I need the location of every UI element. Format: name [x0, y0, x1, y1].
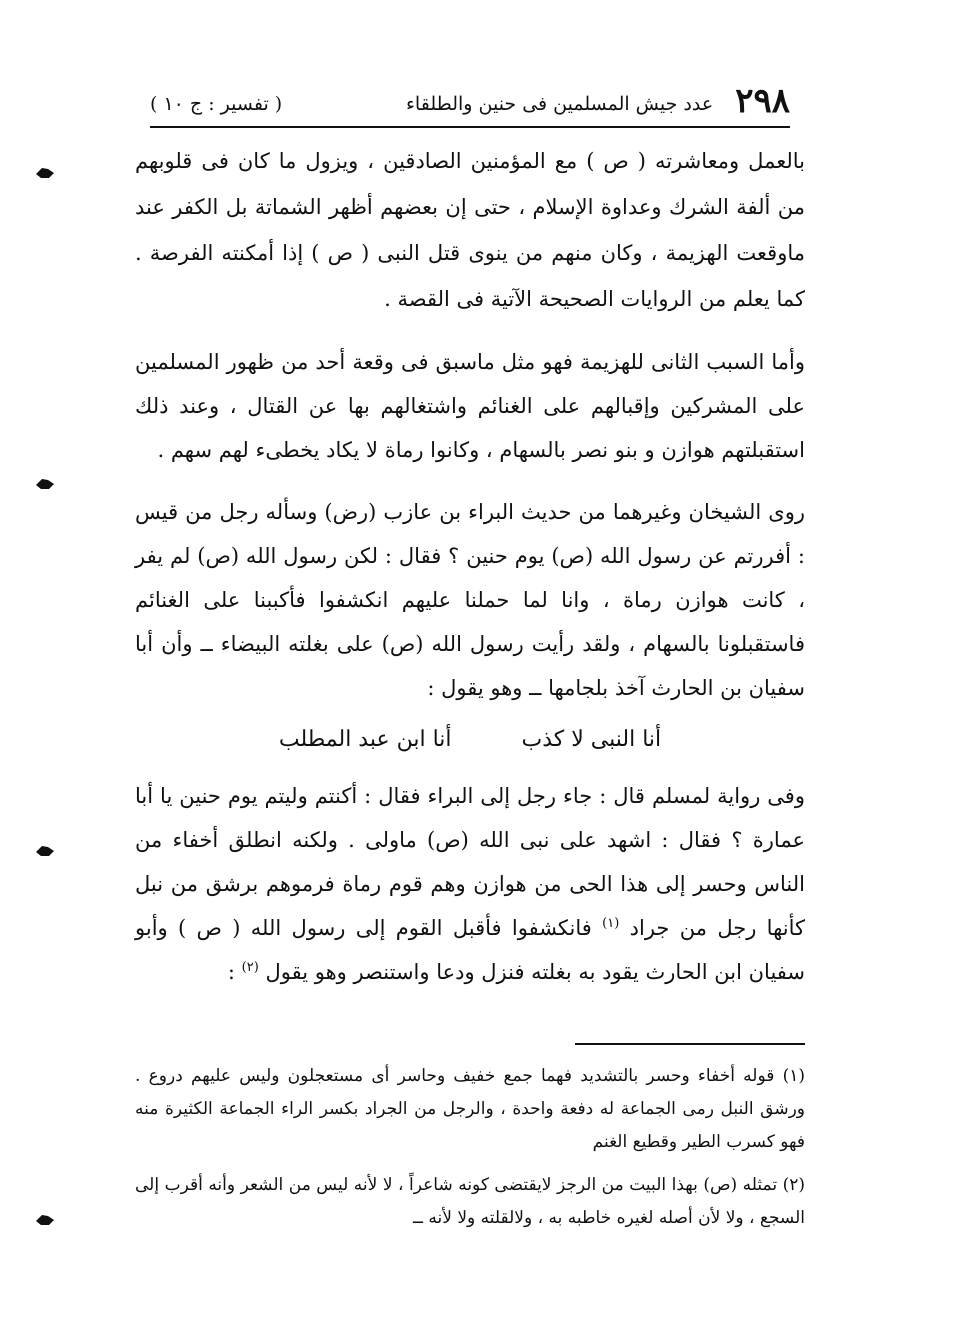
footnotes [135, 1060, 805, 1235]
footnote-ref-2: (٢) [241, 960, 259, 975]
volume-label: ( تفسير : ج ١٠ ) [150, 93, 283, 115]
paragraph-4-part-c: : [227, 960, 235, 984]
verse-hemistich-2: أنا ابن عبد المطلب [278, 727, 452, 752]
verse-line [135, 718, 805, 762]
footnote-ref-1: (١) [602, 916, 620, 931]
paragraph-4-part-a: وفى رواية لمسلم قال : جاء رجل إلى البراء فقال : أكنتم وليتم يوم حنين يا أبا عمارة ؟ فقال : اشهد على نبى الله (ص) ماولى . ولكنه انطلق أخفاء من الناس وحسر إلى هذا الحى من هوازن وهم قوم رماة فرموهم برشق من نبل كأنها رجل من جراد [135, 784, 805, 940]
running-header [150, 70, 790, 128]
paragraph-1: بالعمل ومعاشرته ( ص ) مع المؤمنين الصادقين ، ويزول ما كان فى قلوبهم من ألفة الشرك وعداوة الإسلام ، حتى إن بعضهم أظهر الشماتة بل الكفر عند ماوقعت الهزيمة ، وكان منهم من ينوى قتل النبى ( ص ) إذا أمكنته الفرصة . كما يعلم من الروايات الصحيحة الآتية فى القصة . [135, 149, 805, 311]
footnote-divider [575, 1043, 805, 1045]
running-title: عدد جيش المسلمين فى حنين والطلقاء [406, 93, 714, 115]
page-number: ٢٩٨ [735, 81, 790, 121]
paragraph-4-part-b: فانكشفوا فأقبل القوم إلى رسول الله ( ص ) وأبو سفيان ابن الحارث يقود به بغلته فنزل ودعا واستنصر وهو يقول [135, 916, 805, 984]
binding-hole-mark-icon [34, 843, 56, 859]
paragraph-4 [135, 774, 805, 994]
main-text [135, 138, 805, 994]
binding-hole-mark-icon [34, 1212, 56, 1228]
binding-hole-mark-icon [34, 165, 56, 181]
binding-hole-mark-icon [34, 476, 56, 492]
paragraph-2: وأما السبب الثانى للهزيمة فهو مثل ماسبق فى وقعة أحد من ظهور المسلمين على المشركين وإقبالهم على الغنائم واشتغالهم بها عن القتال ، وعند ذلك استقبلتهم هوازن و بنو نصر بالسهام ، وكانوا رماة لا يكاد يخطىء لهم سهم . [135, 350, 805, 462]
paragraph-3: روى الشيخان وغيرهما من حديث البراء بن عازب (رض) وسأله رجل من قيس : أفررتم عن رسول الله (ص) يوم حنين ؟ فقال : لكن رسول الله (ص) لم يفر ، كانت هوازن رماة ، وانا لما حملنا عليهم انكشفوا فأكببنا على الغنائم فاستقبلونا بالسهام ، ولقد رأيت رسول الله (ص) على بغلته البيضاء ــ وأن أبا سفيان بن الحارث آخذ بلجامها ــ وهو يقول : [135, 500, 805, 700]
footnote-2: (٢) تمثله (ص) بهذا البيت من الرجز لايقتضى كونه شاعراً ، لا لأنه ليس من الشعر وأنه أقرب إلى السجع ، ولا لأن أصله لغيره خاطبه به ، ولالقلته ولا لأنه ــ [135, 1175, 805, 1228]
verse-hemistich-1: أنا النبى لا كذب [521, 727, 662, 752]
footnote-1: (١) قوله أخفاء وحسر بالتشديد فهما جمع خفيف وحاسر أى مستعجلون وليس عليهم دروع . ورشق النبل رمى الجماعة له دفعة واحدة ، والرجل من الجراد بكسر الراء الجماعة الكثيرة منه فهو كسرب الطير وقطيع الغنم [135, 1066, 805, 1152]
